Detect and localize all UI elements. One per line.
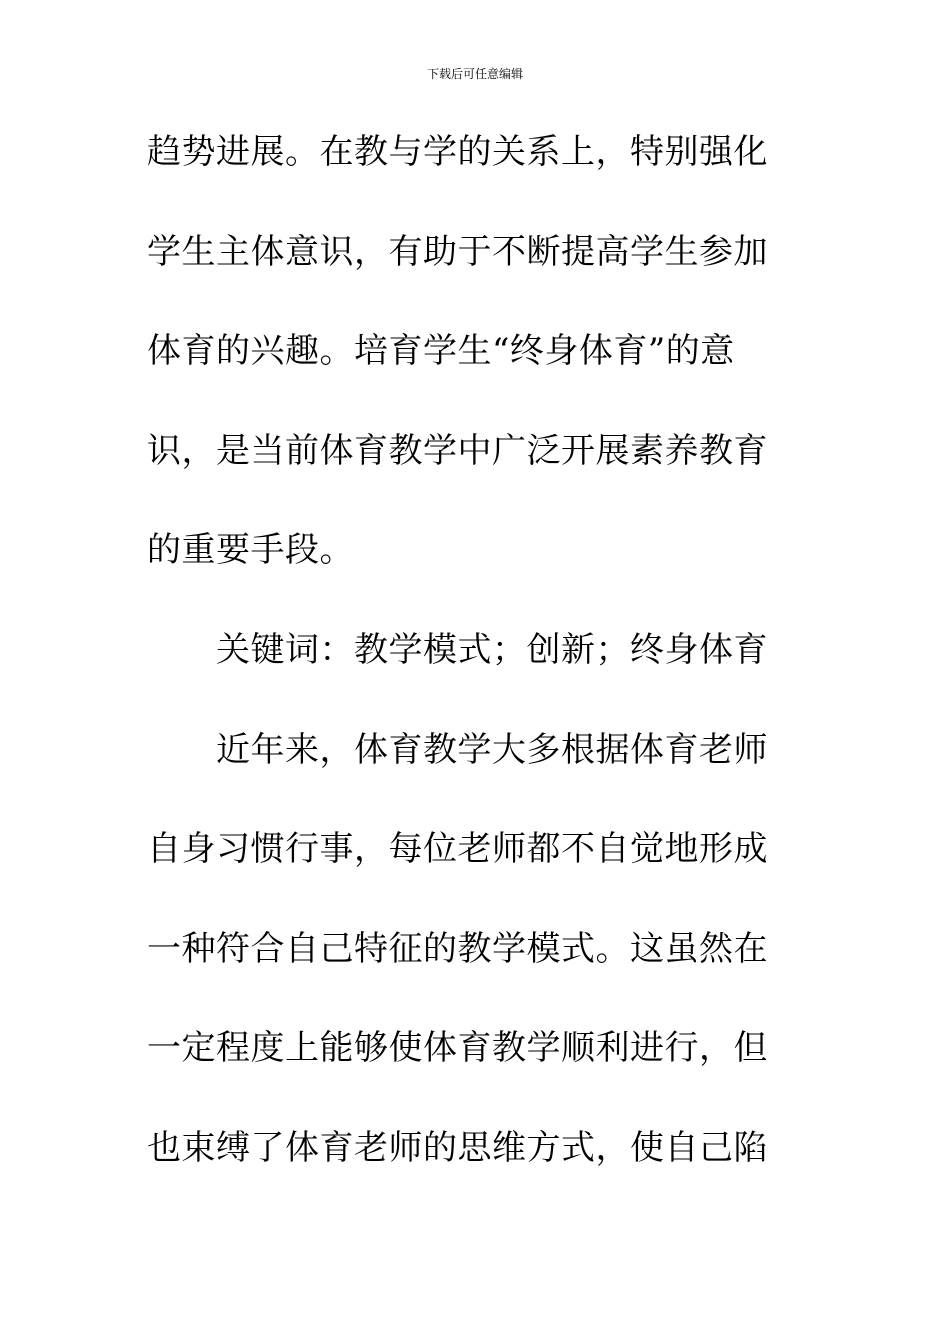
text-line: 学生主体意识，有助于不断提高学生参加 [147, 231, 768, 272]
text-line: 识，是当前体育教学中广泛开展素养教育 [147, 430, 768, 471]
text-line: 自身习惯行事，每位老师都不自觉地形成 [147, 829, 768, 870]
keywords-line: 关键词：教学模式；创新；终身体育 [216, 629, 768, 670]
text-line: 也束缚了体育老师的思维方式，使自己陷 [147, 1127, 768, 1168]
text-line: 的重要手段。 [147, 530, 354, 571]
paragraph-start-line: 近年来，体育教学大多根据体育老师 [216, 729, 768, 770]
text-line: 一定程度上能够使体育教学顺利进行，但 [147, 1028, 768, 1069]
text-line: 一种符合自己特征的教学模式。这虽然在 [147, 928, 768, 969]
text-line: 趋势进展。在教与学的关系上，特别强化 [147, 132, 768, 172]
page-header: 下载后可任意编辑 [426, 67, 523, 81]
text-line: 体育的兴趣。培育学生“终身体育”的意 [147, 331, 735, 372]
document-body [147, 122, 787, 1218]
